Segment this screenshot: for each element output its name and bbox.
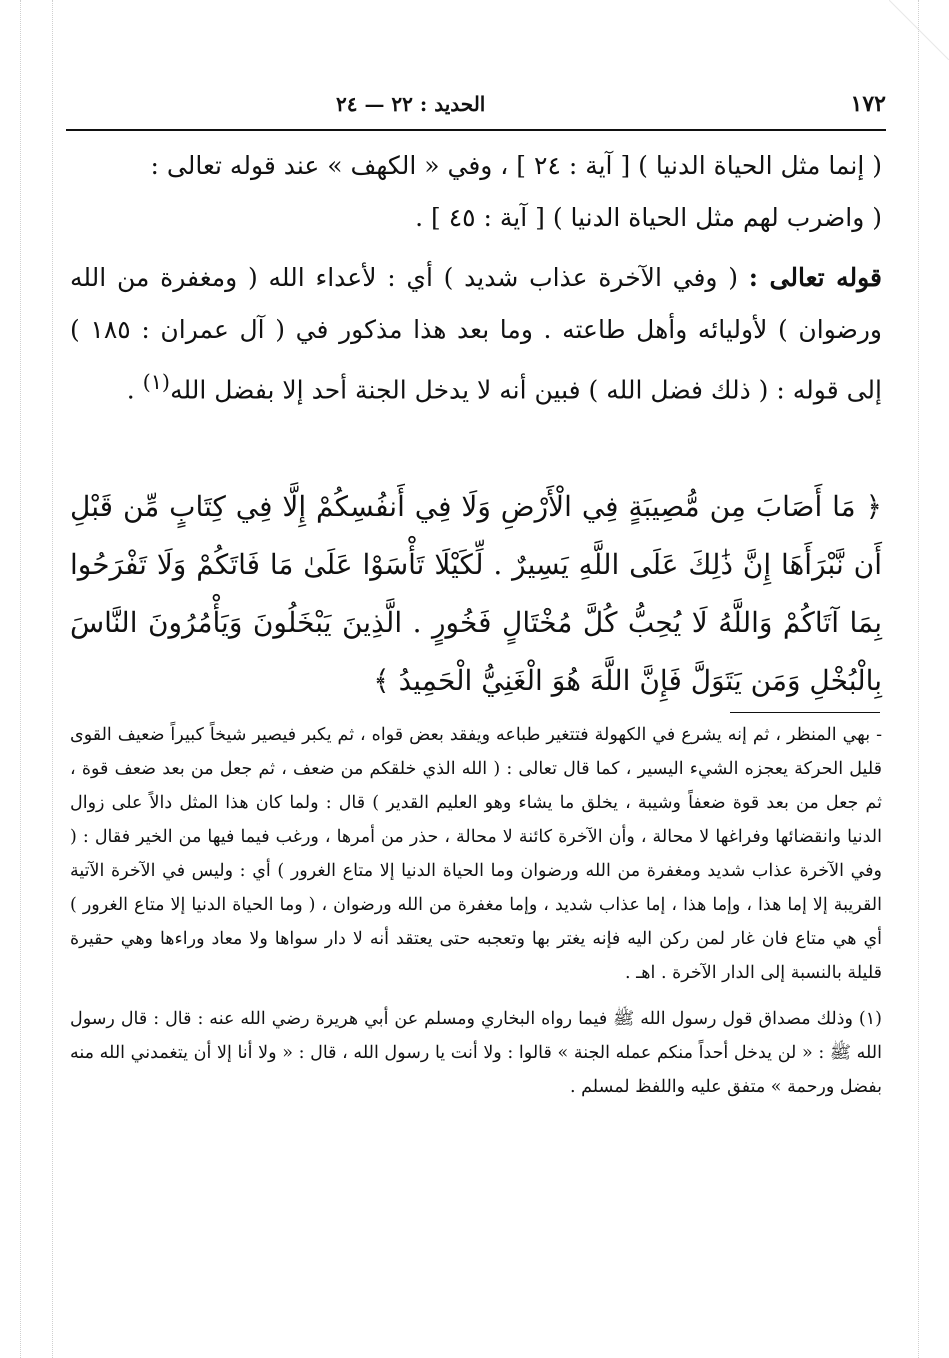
quran-verses [70, 478, 882, 710]
footnote-rule [730, 712, 880, 713]
running-title: الحديد : ٢٢ — ٢٤ [336, 92, 486, 116]
quran-text: ﴿ مَا أَصَابَ مِن مُّصِيبَةٍ فِي الْأَرْضِ وَلَا فِي أَنفُسِكُمْ إِلَّا فِي كِتَابٍ مِّن قَبْلِ أَن نَّبْرَأَهَا إِنَّ ذَٰلِكَ عَلَى اللَّهِ يَسِيرٌ . لِّكَيْلَا تَأْسَوْا عَلَىٰ مَا فَاتَكُمْ وَلَا تَفْرَحُوا بِمَا آتَاكُمْ وَاللَّهُ لَا يُحِبُّ كُلَّ مُخْتَالٍ فَخُورٍ . الَّذِينَ يَبْخَلُونَ وَيَأْمُرُونَ النَّاسَ بِالْبُخْلِ وَمَن يَتَوَلَّ فَإِنَّ اللَّهَ هُوَ الْغَنِيُّ الْحَمِيدُ ﴾ [70, 490, 882, 697]
main-line: ( إنما مثل الحياة الدنيا ) [ آية : ٢٤ ] ، وفي « الكهف » عند قوله تعالى : [150, 151, 882, 180]
footnote-1: (١) وذلك مصداق قول رسول الله ﷺ فيما رواه البخاري ومسلم عن أبي هريرة رضي الله عنه : قال : قال رسول الله ﷺ : « لن يدخل أحداً منكم عمله الجنة » قالوا : ولا أنت يا رسول الله ، قال : « ولا أنا إلا أن يتغمدني الله منه بفضل ورحمة » متفق عليه واللفظ لمسلم . [70, 1009, 882, 1097]
footnote-marker: (١) [142, 370, 171, 394]
main-line: ( واضرب لهم مثل الحياة الدنيا ) [ آية : ٤٥ ] . [415, 203, 882, 232]
main-text [70, 140, 882, 416]
page-number: ١٧٢ [850, 91, 886, 117]
note-continuation: - بهي المنظر ، ثم إنه يشرع في الكهولة فتتغير طباعه ويفقد بعض قواه ، ثم يكبر فيصير شيخاً كبيراً ضعيف القوى قليل الحركة يعجزه الشيء اليسير ، كما قال تعالى : ( الله الذي خلقكم من ضعف ، ثم جعل من بعد ضعف قوة ، ثم جعل من بعد قوة ضعفاً وشيبة ، يخلق ما يشاء وهو العليم القدير ) قال : ولما كان هذا المثل دالاً على زوال الدنيا وانقضائها وفراغها لا محالة ، وأن الآخرة كائنة لا محالة ، حذر من أمرها ، ورغب فيما فيها من الخير فقال : ( وفي الآخرة عذاب شديد ومغفرة من الله ورضوان وما الحياة الدنيا إلا متاع الغرور ) أي : وليس في الآخرة الآتية القريبة إلا إما هذا ، وإما هذا ، إما عذاب شديد ، وإما مغفرة من الله ورضوان ، ( وما الحياة الدنيا إلا متاع الغرور ) أي هي متاع فان غار لمن ركن اليه فإنه يغتر بها وتعجبه حتى يعتقد أنه لا دار سواها ولا معاد وراءها وهي حقيرة قليلة بالنسبة إلى الدار الآخرة . اهـ . [70, 725, 882, 983]
scan-artifact-line [20, 0, 21, 1358]
footnotes [70, 718, 882, 1104]
scan-artifact-line [918, 0, 919, 1358]
paragraph-lead: قوله تعالى : [748, 263, 883, 292]
page-header [66, 86, 886, 122]
paragraph-end: . [126, 375, 143, 405]
scan-corner-artifact [889, 0, 949, 60]
scan-artifact-line [52, 0, 53, 1358]
header-rule [66, 129, 886, 131]
paragraph-body: ( وفي الآخرة عذاب شديد ) أي : لأعداء الله ( ومغفرة من الله ورضوان ) لأوليائه وأهل طاعته . وما بعد هذا مذكور في ( آل عمران : ١٨٥ ) إلى قوله : ( ذلك فضل الله ) فبين أنه لا يدخل الجنة أحد إلا بفضل الله [70, 263, 883, 405]
commentary-paragraph [70, 252, 882, 416]
